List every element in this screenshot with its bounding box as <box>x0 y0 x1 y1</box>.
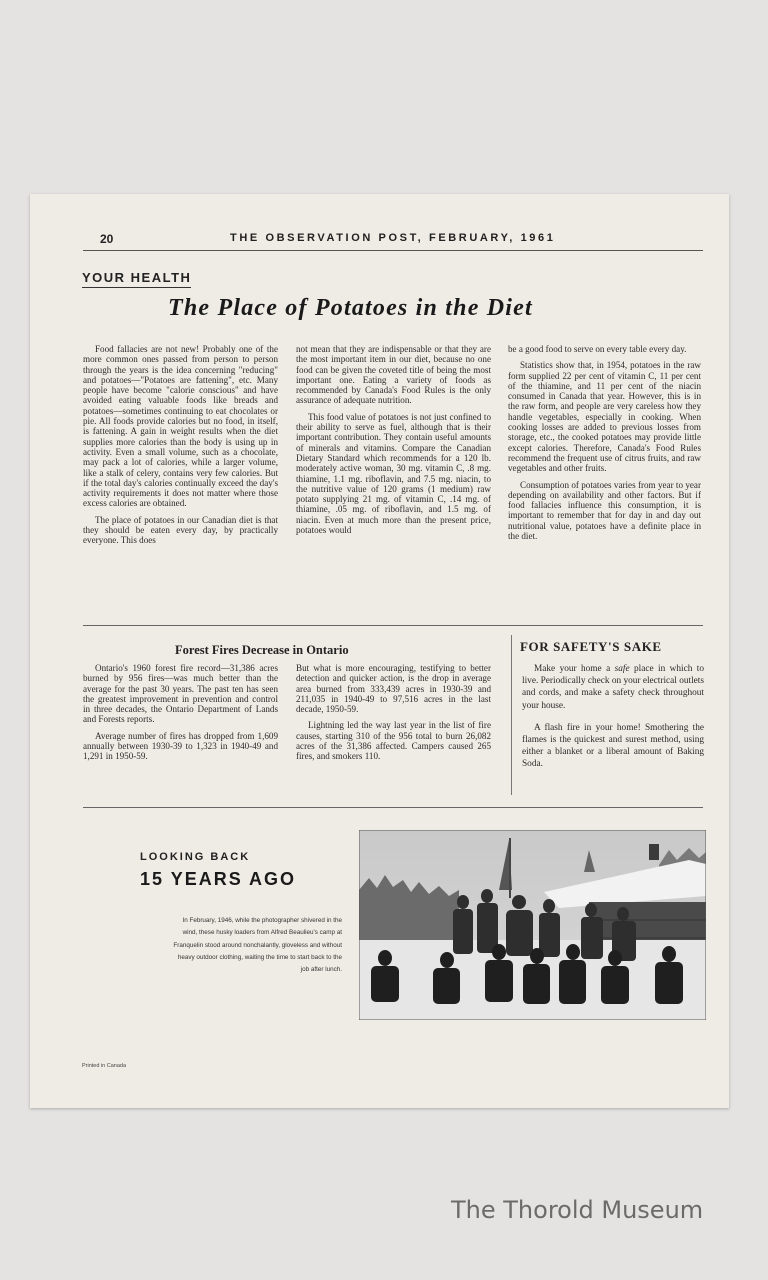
historical-photo <box>359 830 706 1020</box>
paragraph: Make your home a safe place in which to live. Periodically check on your electrical outlets and cords, and make a safety check throughout your house. <box>522 664 704 711</box>
page-number: 20 <box>100 232 114 246</box>
paragraph: Food fallacies are not new! Probably one of the more common ones passed from person to person through the years is the idea concerning "reducing" and potatoes—"Potatoes are fattening", etc. Many people have become "calorie conscious" and have avoided eating valuable foods like breads and potatoes—sometimes continuing to eat chocolates or pie. All foods provide calories but no food, in itself, is fattening. A gain in weight results when the diet supplies more calories than the body is using up in activity. Even a small volume, such as a chocolate, may pack a lot of calories, while a larger volume, like a stalk of celery, contains very few calories. But if the total day's calories continually exceed the day's activity requirements it does not matter where those excess calories are obtained. <box>83 344 278 509</box>
paragraph: The place of potatoes in our Canadian diet is that they should be eaten every day, by practically everyone. This does <box>83 514 278 546</box>
section-divider <box>83 625 703 626</box>
section-label: YOUR HEALTH <box>82 270 191 288</box>
column-divider <box>511 635 512 795</box>
masthead-title: THE OBSERVATION POST, FEBRUARY, 1961 <box>230 232 556 244</box>
section-divider <box>83 807 703 808</box>
magazine-page <box>30 194 729 1108</box>
watermark-text: The Thorold Museum <box>451 1196 704 1224</box>
fires-column-2 <box>296 663 491 768</box>
potatoes-headline: The Place of Potatoes in the Diet <box>168 295 533 321</box>
looking-back-kicker: LOOKING BACK <box>140 851 251 863</box>
masthead-rule <box>83 250 703 251</box>
looking-back-title: 15 YEARS AGO <box>140 869 297 889</box>
potatoes-column-1 <box>83 344 278 552</box>
paragraph: Average number of fires has dropped from 1,609 annually between 1930-39 to 1,323 in 1940-49 and 1,291 in 1950-59. <box>83 730 278 762</box>
printed-note: Printed in Canada <box>82 1063 127 1069</box>
emphasis: safe <box>614 664 630 674</box>
potatoes-column-3 <box>508 344 701 547</box>
safety-column <box>522 663 704 777</box>
photo-caption: In February, 1946, while the photographer shivered in the wind, these husky loaders from Alfred Beaulieu's camp at Franquelin stood around nonchalantly, gloveless and without heavy outdoor clothing, waiting the time to start back to the job after lunch. <box>173 917 342 974</box>
paragraph: Statistics show that, in 1954, potatoes in the raw form supplied 22 per cent of vitamin C, 11 per cent of the thiamine, and 11 per cent of the niacin consumed in Canada that year. However, this is in the raw form, and people are very careless how they handle vegetables, especially in cooking. When cooking losses are added to previous losses from storage, etc., the cooked potatoes may provide little except calories. Therefore, Canada's Food Rules recommend the frequent use of citrus fruits, and raw vegetables and other fruits. <box>508 360 701 474</box>
paragraph: not mean that they are indispensable or that they are the most important item in our diet, because no one food can be given the coveted title of being the most important one. Eating a variety of foods as recommended by Canada's Food Rules is the only assurance of adequate nutrition. <box>296 344 491 406</box>
potatoes-column-2 <box>296 344 491 541</box>
paragraph: be a good food to serve on every table every day. <box>508 344 687 354</box>
paragraph: A flash fire in your home! Smothering the flames is the quickest and surest method, using either a blanket or a liberal amount of Baking Soda. <box>522 722 704 770</box>
paragraph: But what is more encouraging, testifying to better detection and quicker action, is the drop in average area burned from 333,439 acres in 1930-39 and 211,035 in 1940-49 to 97,516 acres in the last decade, 1950-59. <box>296 663 491 715</box>
fires-headline: Forest Fires Decrease in Ontario <box>175 643 349 657</box>
paragraph: Consumption of potatoes varies from year to year depending on availability and other factors. But if food fallacies influence this consumption, it is important to remember that for day in and day out nutritional value, potatoes have a definite place in the diet. <box>508 479 701 542</box>
safety-headline: FOR SAFETY'S SAKE <box>520 639 662 654</box>
paragraph: Ontario's 1960 forest fire record—31,386 acres burned by 956 fires—was much better than the average for the past 30 years. The past ten has seen the greatest improvement in prevention and control in three decades, the Ontario Department of Lands and Forests reports. <box>83 663 278 725</box>
fires-column-1 <box>83 663 278 768</box>
paragraph: Lightning led the way last year in the list of fire causes, starting 310 of the 956 total to burn 26,082 acres of the 31,386 affected. Campers caused 265 fires, and smokers 110. <box>296 720 491 762</box>
paragraph: This food value of potatoes is not just confined to their ability to serve as fuel, although that is their important contribution. They contain useful amounts of minerals and vitamins. Compare the Canadian Dietary Standard which recommends for a 120 lb. moderately active woman, 30 mg. vitamin C, .8 mg. thiamine, 1.1 mg. riboflavin, and 7.5 mg. niacin, to the nutritive value of 120 grams (1 medium) raw potato supplying 21 mg. of vitamin C, .14 mg. of thiamine, .05 mg. of riboflavin, and 1.5 mg. of niacin. Even at much more than the present price, potatoes would <box>296 411 491 536</box>
